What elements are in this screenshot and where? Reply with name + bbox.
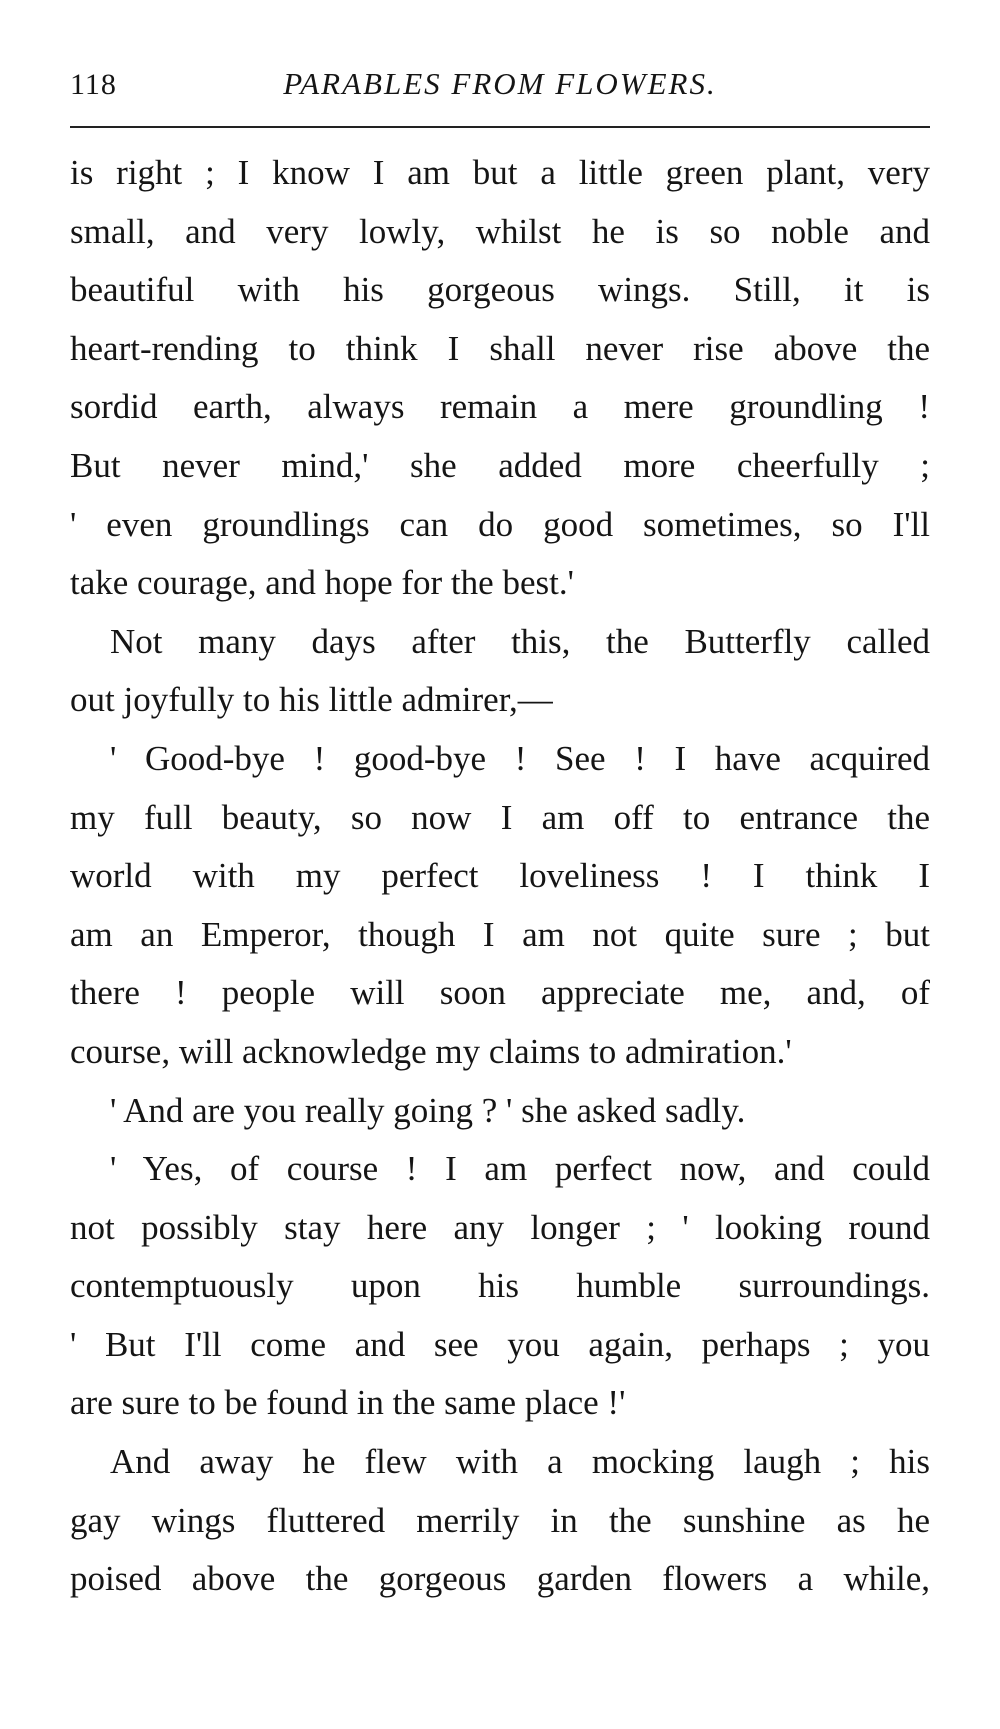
text-line: sordid earth, always remain a mere groundling ! (70, 387, 930, 427)
text-line: heart-rending to think I shall never rise above the (70, 328, 930, 368)
text-line: are sure to be found in the same place !' (70, 1383, 626, 1423)
text-line: contemptuously upon his humble surroundings. (70, 1266, 930, 1306)
text-line: small, and very lowly, whilst he is so noble and (70, 211, 930, 251)
text-line: ' But I'll come and see you again, perhaps ; you (70, 1324, 930, 1364)
text-line: is right ; I know I am but a little green plant, very (70, 153, 930, 192)
text-line: ' even groundlings can do good sometimes, so I'll (70, 504, 930, 544)
body-text (70, 144, 930, 1609)
text-line: gay wings fluttered merrily in the sunshine as he (70, 1500, 930, 1540)
text-line: not possibly stay here any longer ; ' looking round (70, 1207, 930, 1247)
text-line: take courage, and hope for the best.' (70, 563, 574, 603)
text-line: am an Emperor, though I am not quite sure ; but (70, 914, 930, 954)
text-line: my full beauty, so now I am off to entrance the (70, 797, 930, 837)
text-line: But never mind,' she added more cheerfully ; (70, 445, 930, 485)
text-line: out joyfully to his little admirer,— (70, 680, 553, 720)
page-number: 118 (70, 68, 117, 101)
text-line: beautiful with his gorgeous wings. Still, it is (70, 270, 930, 310)
text-line: poised above the gorgeous garden flowers a while, (70, 1559, 930, 1599)
text-line: there ! people will soon appreciate me, and, of (70, 973, 930, 1013)
text-line: ' And are you really going ? ' she asked sadly. (110, 1090, 746, 1130)
page-header (70, 62, 930, 112)
text-line: world with my perfect loveliness ! I think I (70, 856, 930, 896)
text-line: ' Yes, of course ! I am perfect now, and could (110, 1149, 930, 1189)
header-rule (70, 126, 930, 128)
text-line: course, will acknowledge my claims to admiration.' (70, 1031, 792, 1071)
text-line: Not many days after this, the Butterfly called (110, 621, 930, 661)
text-line: And away he flew with a mocking laugh ; his (110, 1442, 930, 1482)
text-line: ' Good-bye ! good-bye ! See ! I have acquired (110, 738, 930, 778)
running-head: PARABLES FROM FLOWERS. (283, 66, 717, 101)
